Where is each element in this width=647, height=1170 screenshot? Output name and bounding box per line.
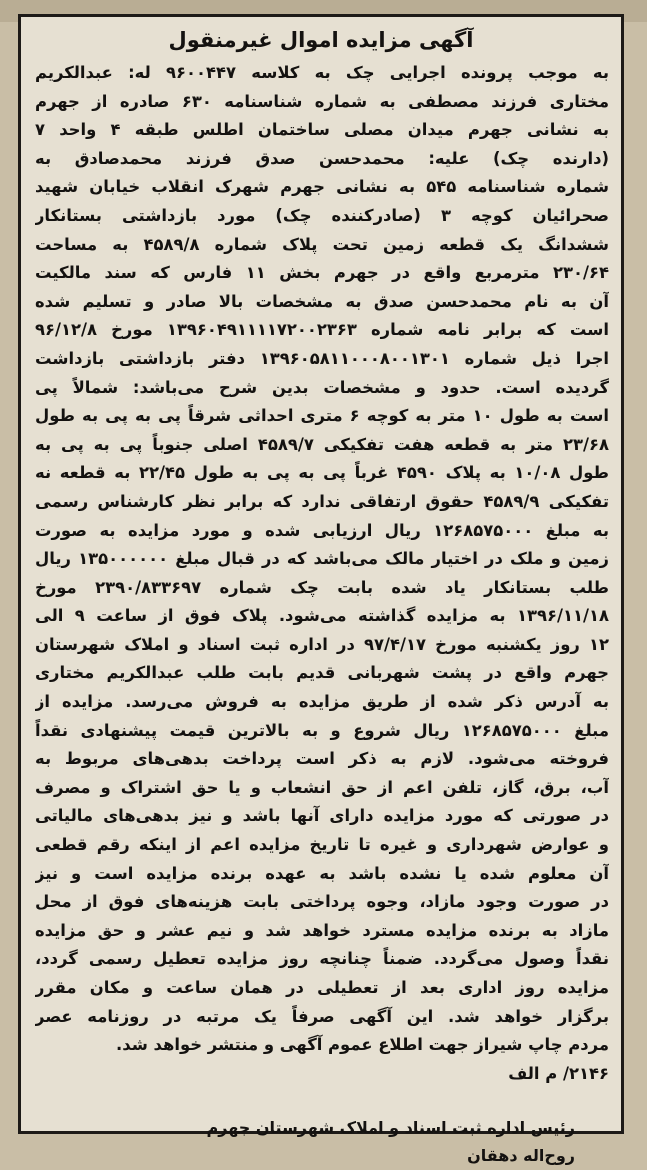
notice-body-line: ۱۲ روز یکشنبه مورخ ۹۷/۴/۱۷ در اداره ثبت اسناد و املاک شهرستان	[35, 634, 609, 654]
notice-body-line: طول ۱۰/۰۸ به پلاک ۴۵۹۰ غرباً پی به پی به طول ۲۲/۴۵ به قطعه نه	[35, 463, 609, 483]
notice-reference	[21, 1060, 621, 1089]
notice-body-line: گردیده است. حدود و مشخصات بدین شرح می‌باشد: شمالاً پی	[35, 377, 609, 397]
notice-body-line: آن معلوم شده یا نشده باشد به عهده برنده مزایده است و نیز	[35, 863, 609, 883]
signature-block	[21, 1114, 621, 1170]
notice-body-line: جهرم واقع در پشت شهربانی قدیم بابت طلب عبدالکریم مختاری	[35, 663, 609, 683]
signature-name: روح‌اله دهقان	[467, 1146, 575, 1166]
notice-body-line: برگزار خواهد شد. این آگهی صرفاً یک مرتبه در روزنامه عصر	[35, 1006, 609, 1026]
notice-body-line: اجرا ذیل شماره ۱۳۹۶۰۵۸۱۱۰۰۰۸۰۰۱۳۰۱ دفتر بازداشتی بازداشت	[35, 348, 609, 368]
auction-notice-box	[18, 14, 624, 1166]
notice-body-line: به آدرس ذکر شده از طریق مزایده به فروش می‌رسد. مزایده از	[35, 692, 609, 712]
notice-title: آگهی مزایده اموال غیرمنقول	[168, 28, 474, 52]
notice-body-line: به مبلغ ۱۲۶۸۵۷۵۰۰۰ ریال ارزیابی شده و مورد مزایده به صورت	[35, 520, 609, 540]
notice-body-line: مبلغ ۱۲۶۸۵۷۵۰۰۰ ریال شروع و به بالاترین قیمت پیشنهادی نقداً	[35, 720, 609, 740]
notice-body-line: مردم چاپ شیراز جهت اطلاع عموم آگهی و منتشر خواهد شد.	[116, 1035, 609, 1055]
notice-body-line: در صورت وجود مازاد، وجوه پرداختی بابت هزینه‌های فوق از محل	[35, 892, 609, 912]
notice-body-line: مختاری فرزند مصطفی به شماره شناسنامه ۶۳۰ صادره از جهرم	[35, 91, 609, 111]
notice-body-line: فروخته می‌شود. لازم به ذکر است پرداخت بدهی‌های مربوط به	[35, 749, 609, 769]
notice-body-line: آن به نام محمدحسن صدق به مشخصات بالا صادر و تسلیم شده	[35, 291, 609, 311]
reference-line: ۲۱۴۶/ م الف	[508, 1063, 609, 1083]
notice-body-line: (دارنده چک) علیه: محمدحسن صدق فرزند محمدصادق به	[35, 148, 609, 168]
notice-body-line: زمین و ملک در اختیار مالک می‌باشد که در قبال مبلغ ۱۳۵۰۰۰۰۰۰ ریال	[35, 549, 609, 569]
notice-body-line: است که برابر نامه شماره ۱۳۹۶۰۴۹۱۱۱۱۷۲۰۰۲۳۶۳ مورخ ۹۶/۱۲/۸	[35, 320, 609, 340]
notice-body-line: شماره شناسنامه ۵۴۵ به نشانی جهرم شهرک انقلاب خیابان شهید	[35, 177, 609, 197]
notice-body-line: تفکیکی ۴۵۸۹/۹ حقوق ارتفاقی ندارد که برابر نظر کارشناس رسمی	[35, 491, 609, 511]
notice-body-line: آب، برق، گاز، تلفن اعم از حق انشعاب و یا حق اشتراک و مصرف	[35, 777, 609, 797]
notice-body-line: در صورتی که مورد مزایده دارای آنها باشد و نیز بدهی‌های مالیاتی	[35, 806, 609, 826]
notice-body-line: ۱۳۹۶/۱۱/۱۸ به مزایده گذاشته می‌شود. پلاک فوق از ساعت ۹ الی	[35, 606, 609, 626]
notice-body-line: ششدانگ یک قطعه زمین تحت پلاک شماره ۴۵۸۹/۸ به مساحت	[35, 234, 609, 254]
notice-body-line: است به طول ۱۰ متر به کوچه ۶ متری احداثی شرقاً پی به پی به طول	[35, 406, 609, 426]
notice-body-line: ۲۳/۶۸ متر به قطعه هفت تفکیکی ۴۵۸۹/۷ اصلی جنوباً پی به پی به	[35, 434, 609, 454]
signature-title: رئیس اداره ثبت اسناد و املاک شهرستان جهرم	[206, 1118, 575, 1138]
notice-body-line: و عوارض شهرداری و غیره تا تاریخ مزایده اعم از اینکه رقم قطعی	[35, 835, 609, 855]
notice-body-line: ۲۳۰/۶۴ مترمربع واقع در جهرم بخش ۱۱ فارس که سند مالکیت	[35, 263, 609, 283]
notice-body-line: به نشانی جهرم میدان مصلی ساختمان اطلس طبقه ۴ واحد ۷	[35, 120, 609, 140]
notice-body-line: به موجب پرونده اجرایی چک به کلاسه ۹۶۰۰۴۴۷ له: عبدالکریم	[35, 63, 609, 82]
notice-body-line: صحرائیان کوچه ۳ (صادرکننده چک) مورد بازداشتی بستانکار	[35, 205, 609, 225]
notice-body-line: طلب بستانکار یاد شده بابت چک شماره ۲۳۹۰/۸۳۳۶۹۷ مورخ	[35, 577, 609, 597]
notice-body-line: نقداً وصول می‌گردد. ضمناً چنانچه روز مزایده تعطیل رسمی گردد،	[35, 949, 609, 969]
notice-body-line: مازاد به برنده مزایده مسترد خواهد شد و نیم عشر و حق مزایده	[35, 920, 609, 940]
notice-body	[21, 59, 621, 1060]
notice-body-line: مزایده روز اداری بعد از تعطیلی در همان ساعت و مکان مقرر	[35, 978, 609, 997]
